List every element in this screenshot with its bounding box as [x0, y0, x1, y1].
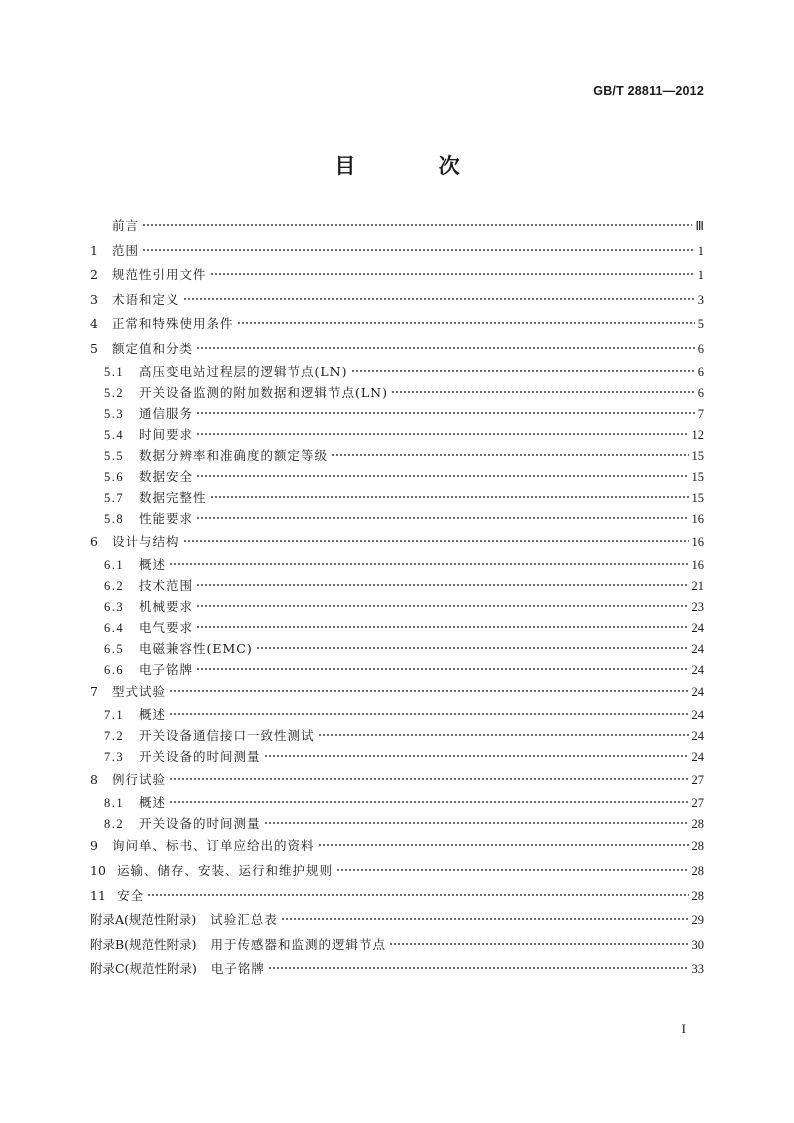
toc-dot-leader — [169, 712, 688, 716]
toc-entry-title: 额定值和分类 — [112, 340, 194, 356]
toc-entry-title: 规范性引用文件 — [112, 267, 207, 283]
toc-entry-page: 28 — [691, 888, 704, 903]
toc-entry-number: 5.2 — [104, 386, 125, 401]
page-title: 目 次 — [334, 153, 498, 178]
toc-entry-page: 21 — [691, 578, 704, 593]
toc-entry-title: 开关设备通信接口一致性测试 — [139, 728, 315, 744]
toc-entry-page: 15 — [691, 491, 704, 506]
toc-entry[interactable] — [90, 214, 704, 239]
toc-entry-title: 术语和定义 — [112, 291, 180, 307]
toc-dot-leader — [391, 390, 695, 394]
toc-dot-leader — [264, 821, 689, 825]
toc-entry-page: 16 — [691, 534, 704, 549]
toc-entry-page: 7 — [697, 407, 704, 422]
standard-code: GB/T 28811—2012 — [593, 84, 704, 98]
page-number: I — [681, 1021, 686, 1036]
toc-dot-leader — [318, 733, 689, 737]
toc-entry-title: 运输、储存、安装、运行和维护规则 — [117, 862, 334, 878]
toc-entry[interactable] — [90, 288, 704, 313]
table-of-contents — [90, 214, 704, 982]
toc-subentry[interactable] — [90, 488, 704, 509]
toc-entry-title: 电子铭牌 — [210, 961, 265, 977]
toc-entry-page: 28 — [691, 839, 704, 854]
toc-entry-page: 27 — [691, 795, 704, 810]
toc-entry-number: 附录B(规范性附录) — [90, 936, 197, 952]
toc-dot-leader — [196, 474, 688, 478]
toc-entry-number: 7.3 — [104, 750, 125, 765]
toc-entry[interactable] — [90, 834, 704, 859]
toc-entry[interactable] — [90, 768, 704, 793]
toc-entry-number: 6.6 — [104, 662, 125, 677]
toc-subentry[interactable] — [90, 638, 704, 659]
toc-subentry[interactable] — [90, 446, 704, 467]
toc-entry[interactable] — [90, 337, 704, 362]
toc-subentry[interactable] — [90, 404, 704, 425]
toc-entry-number: 7.2 — [104, 729, 125, 744]
toc-entry-page: 24 — [691, 685, 704, 700]
toc-subentry[interactable] — [90, 705, 704, 726]
toc-entry-page: 24 — [691, 750, 704, 765]
toc-entry-title: 开关设备的时间测量 — [139, 815, 261, 831]
toc-dot-leader — [169, 689, 688, 693]
toc-entry-title: 设计与结构 — [112, 533, 180, 549]
toc-entry-title: 电磁兼容性(EMC) — [139, 640, 253, 656]
toc-entry-page: 24 — [691, 641, 704, 656]
toc-entry-page: 12 — [691, 428, 704, 443]
toc-dot-leader — [196, 625, 688, 629]
toc-entry-number: 8.1 — [104, 795, 125, 810]
toc-entry-page: Ⅲ — [695, 219, 704, 233]
toc-entry-title: 电子铭牌 — [139, 661, 194, 677]
toc-entry-title: 试验汇总表 — [210, 912, 278, 928]
toc-dot-leader — [169, 800, 688, 804]
toc-entry[interactable] — [90, 933, 704, 958]
toc-subentry[interactable] — [90, 813, 704, 834]
toc-subentry[interactable] — [90, 726, 704, 747]
toc-entry-page: 30 — [691, 937, 704, 952]
toc-dot-leader — [183, 539, 689, 543]
toc-dot-leader — [196, 516, 688, 520]
toc-entry-number: 6.4 — [104, 620, 125, 635]
toc-entry[interactable] — [90, 884, 704, 909]
toc-dot-leader — [196, 411, 695, 415]
toc-entry-page: 15 — [691, 470, 704, 485]
toc-dot-leader — [183, 297, 695, 301]
toc-entry-title: 时间要求 — [139, 427, 194, 443]
toc-entry-page: 23 — [691, 599, 704, 614]
toc-entry-number: 5.8 — [104, 512, 125, 527]
toc-entry-number: 7 — [90, 684, 98, 700]
toc-entry-number: 8.2 — [104, 816, 125, 831]
toc-entry-title: 概述 — [139, 556, 167, 572]
toc-entry-title: 概述 — [139, 794, 167, 810]
toc-entry-number: 附录C(规范性附录) — [90, 961, 197, 977]
toc-entry-number: 5.1 — [104, 365, 125, 380]
toc-dot-leader — [210, 495, 689, 499]
toc-dot-leader — [264, 754, 689, 758]
toc-entry-page: 29 — [691, 913, 704, 928]
toc-entry-title: 数据分辨率和准确度的额定等级 — [139, 448, 329, 464]
toc-entry-title: 安全 — [117, 887, 145, 903]
toc-entry[interactable] — [90, 312, 704, 337]
toc-subentry[interactable] — [90, 747, 704, 768]
toc-dot-leader — [196, 604, 688, 608]
toc-entry-page: 16 — [691, 512, 704, 527]
toc-entry-title: 用于传感器和监测的逻辑节点 — [210, 936, 386, 952]
toc-entry-page: 3 — [697, 292, 704, 307]
toc-entry-number: 6.3 — [104, 599, 125, 614]
toc-entry[interactable] — [90, 239, 704, 264]
toc-entry-page: 5 — [697, 317, 704, 332]
toc-entry-page: 1 — [697, 243, 704, 258]
toc-entry-title: 正常和特殊使用条件 — [112, 316, 234, 332]
toc-entry-number: 9 — [90, 838, 98, 854]
toc-entry-number: 10 — [90, 862, 106, 878]
toc-entry-number: 6 — [90, 533, 98, 549]
toc-subentry[interactable] — [90, 617, 704, 638]
toc-entry-page: 28 — [691, 863, 704, 878]
toc-subentry[interactable] — [90, 792, 704, 813]
toc-dot-leader — [169, 562, 688, 566]
toc-entry-title: 型式试验 — [112, 684, 167, 700]
toc-entry-page: 24 — [691, 708, 704, 723]
toc-subentry[interactable] — [90, 659, 704, 680]
toc-entry-title: 前言 — [112, 218, 140, 233]
toc-entry-page: 6 — [697, 365, 704, 380]
toc-entry-page: 6 — [697, 386, 704, 401]
toc-entry-number: 11 — [90, 887, 106, 903]
toc-entry-title: 高压变电站过程层的逻辑节点(LN) — [139, 364, 348, 380]
toc-entry[interactable] — [90, 957, 704, 982]
toc-entry-number: 3 — [90, 291, 98, 307]
toc-entry-page: 27 — [691, 772, 704, 787]
toc-entry-title: 概述 — [139, 707, 167, 723]
toc-dot-leader — [196, 667, 688, 671]
toc-entry-page: 24 — [691, 662, 704, 677]
toc-entry-number: 6.5 — [104, 641, 125, 656]
toc-entry-number: 7.1 — [104, 708, 125, 723]
toc-entry-number: 附录A(规范性附录) — [90, 912, 197, 928]
toc-subentry[interactable] — [90, 467, 704, 488]
toc-entry[interactable] — [90, 859, 704, 884]
toc-entry-number: 5.4 — [104, 428, 125, 443]
toc-entry-number: 5 — [90, 340, 98, 356]
toc-subentry[interactable] — [90, 509, 704, 530]
toc-entry[interactable] — [90, 908, 704, 933]
toc-dot-leader — [281, 917, 689, 921]
toc-entry[interactable] — [90, 680, 704, 705]
toc-entry-number: 6.1 — [104, 557, 125, 572]
toc-entry-page: 33 — [691, 962, 704, 977]
toc-entry-number: 5.3 — [104, 407, 125, 422]
toc-entry[interactable] — [90, 530, 704, 555]
toc-entry-title: 性能要求 — [139, 511, 194, 527]
toc-entry-title: 开关设备监测的附加数据和逻辑节点(LN) — [139, 385, 388, 401]
toc-dot-leader — [268, 966, 689, 970]
toc-dot-leader — [318, 843, 689, 847]
toc-entry-title: 通信服务 — [139, 406, 194, 422]
toc-entry-title: 机械要求 — [139, 598, 194, 614]
toc-entry-page: 28 — [691, 816, 704, 831]
toc-dot-leader — [142, 248, 695, 252]
toc-dot-leader — [196, 432, 688, 436]
toc-dot-leader — [237, 321, 695, 325]
toc-entry-title: 范围 — [112, 242, 140, 258]
toc-dot-leader — [142, 223, 692, 227]
toc-dot-leader — [196, 583, 688, 587]
toc-entry-title: 开关设备的时间测量 — [139, 749, 261, 765]
toc-entry-page: 24 — [691, 620, 704, 635]
toc-entry-page: 6 — [697, 341, 704, 356]
toc-dot-leader — [196, 346, 695, 350]
toc-entry-page: 1 — [697, 268, 704, 283]
toc-subentry[interactable] — [90, 554, 704, 575]
toc-entry-title: 例行试验 — [112, 771, 167, 787]
toc-entry-number: 4 — [90, 316, 98, 332]
toc-dot-leader — [147, 893, 688, 897]
toc-dot-leader — [351, 369, 695, 373]
toc-subentry[interactable] — [90, 425, 704, 446]
toc-subentry[interactable] — [90, 362, 704, 383]
toc-dot-leader — [210, 272, 695, 276]
toc-subentry[interactable] — [90, 596, 704, 617]
toc-dot-leader — [331, 453, 688, 457]
toc-entry-title: 电气要求 — [139, 619, 194, 635]
toc-entry-title: 数据完整性 — [139, 490, 207, 506]
toc-entry-number: 2 — [90, 267, 98, 283]
toc-entry-number: 5.7 — [104, 491, 125, 506]
toc-entry-number: 8 — [90, 771, 98, 787]
toc-entry-page: 15 — [691, 449, 704, 464]
toc-dot-leader — [169, 777, 688, 781]
toc-entry[interactable] — [90, 263, 704, 288]
toc-entry-title: 数据安全 — [139, 469, 194, 485]
toc-dot-leader — [336, 868, 688, 872]
toc-subentry[interactable] — [90, 383, 704, 404]
toc-entry-number: 6.2 — [104, 578, 125, 593]
toc-entry-title: 询问单、标书、订单应给出的资料 — [112, 838, 315, 854]
toc-subentry[interactable] — [90, 575, 704, 596]
toc-entry-title: 技术范围 — [139, 577, 194, 593]
toc-entry-page: 16 — [691, 557, 704, 572]
toc-entry-number: 1 — [90, 242, 98, 258]
toc-entry-number: 5.6 — [104, 470, 125, 485]
toc-dot-leader — [256, 646, 689, 650]
toc-dot-leader — [389, 942, 689, 946]
toc-entry-page: 24 — [691, 729, 704, 744]
toc-entry-number: 5.5 — [104, 449, 125, 464]
